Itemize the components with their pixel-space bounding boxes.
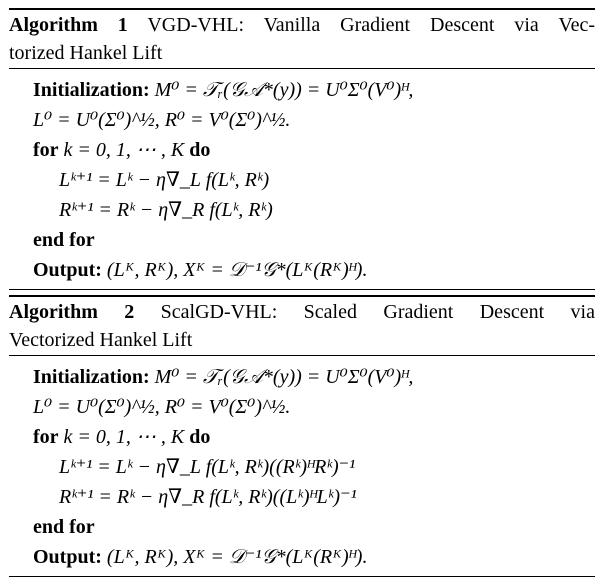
algorithm-2-block [9,295,595,577]
algorithm-2-init-eq1: M⁰ = 𝒯ᵣ(𝒢𝒜*(y)) = U⁰Σ⁰(V⁰)ᴴ, [154,366,414,388]
algorithm-2-init-keyword: Initialization: [33,366,150,388]
algorithm-2-do-keyword: do [189,426,211,448]
algorithm-1-do-keyword: do [189,139,211,161]
algorithm-1-for-line [9,135,595,165]
algorithm-2-title-line-1 [9,297,595,325]
algorithm-1-init-eq1: M⁰ = 𝒯ᵣ(𝒢𝒜*(y)) = U⁰Σ⁰(V⁰)ᴴ, [154,79,414,101]
algorithm-1-body [9,69,595,285]
algorithm-1-output-line [9,255,595,285]
algorithm-2-label: Algorithm 2 [9,301,135,323]
algorithm-2-update-R: Rᵏ⁺¹ = Rᵏ − η∇_R f(Lᵏ, Rᵏ)((Lᵏ)ᴴLᵏ)⁻¹ [59,486,357,508]
algorithm-1-update-R: Rᵏ⁺¹ = Rᵏ − η∇_R f(Lᵏ, Rᵏ) [59,199,273,221]
algorithm-1-init-line [9,75,595,105]
algorithm-2-output-eq: (Lᴷ, Rᴷ), Xᴷ = 𝒟⁻¹𝒢*(Lᴷ(Rᴷ)ᴴ). [106,546,368,568]
algorithm-1-init-keyword: Initialization: [33,79,150,101]
algorithm-1-block [9,8,595,290]
algorithm-2-output-keyword: Output: [33,546,102,568]
algorithm-2-init-line [9,362,595,392]
algorithm-2-init-eq2: L⁰ = U⁰(Σ⁰)^½, R⁰ = V⁰(Σ⁰)^½. [33,396,291,418]
algorithm-1-output-keyword: Output: [33,259,102,281]
algorithm-2-end-for: end for [33,516,95,538]
algorithm-1-update-L: Lᵏ⁺¹ = Lᵏ − η∇_L f(Lᵏ, Rᵏ) [59,169,270,191]
algorithm-1-output-eq: (Lᴷ, Rᴷ), Xᴷ = 𝒟⁻¹𝒢*(Lᴷ(Rᴷ)ᴴ). [106,259,368,281]
algorithm-2-for-range: k = 0, 1, ⋯ , K [63,426,185,448]
algorithm-1-label: Algorithm 1 [9,14,128,36]
algorithm-1-title-line-1 [9,10,595,38]
algorithm-2-body [9,356,595,572]
algorithm-2-for-line [9,422,595,452]
algorithm-1-for-range: k = 0, 1, ⋯ , K [63,139,185,161]
algorithm-1-init-eq2: L⁰ = U⁰(Σ⁰)^½, R⁰ = V⁰(Σ⁰)^½. [33,109,291,131]
algorithm-2-title-line-2: Vectorized Hankel Lift [9,329,193,351]
algorithm-2-update-L: Lᵏ⁺¹ = Lᵏ − η∇_L f(Lᵏ, Rᵏ)((Rᵏ)ᴴRᵏ)⁻¹ [59,456,356,478]
algorithm-1-title-line-2: torized Hankel Lift [9,42,163,64]
algorithm-1-title-text-1: VGD-VHL: Vanilla Gradient Descent via Vec- [147,14,595,36]
algorithm-2-output-line [9,542,595,572]
algorithm-2-title-text-1: ScalGD-VHL: Scaled Gradient Descent via [160,301,595,323]
algorithm-1-bottom-rule [9,289,595,290]
algorithm-1-end-for: end for [33,229,95,251]
algorithm-2-for-keyword: for [33,426,59,448]
algorithm-1-for-keyword: for [33,139,59,161]
